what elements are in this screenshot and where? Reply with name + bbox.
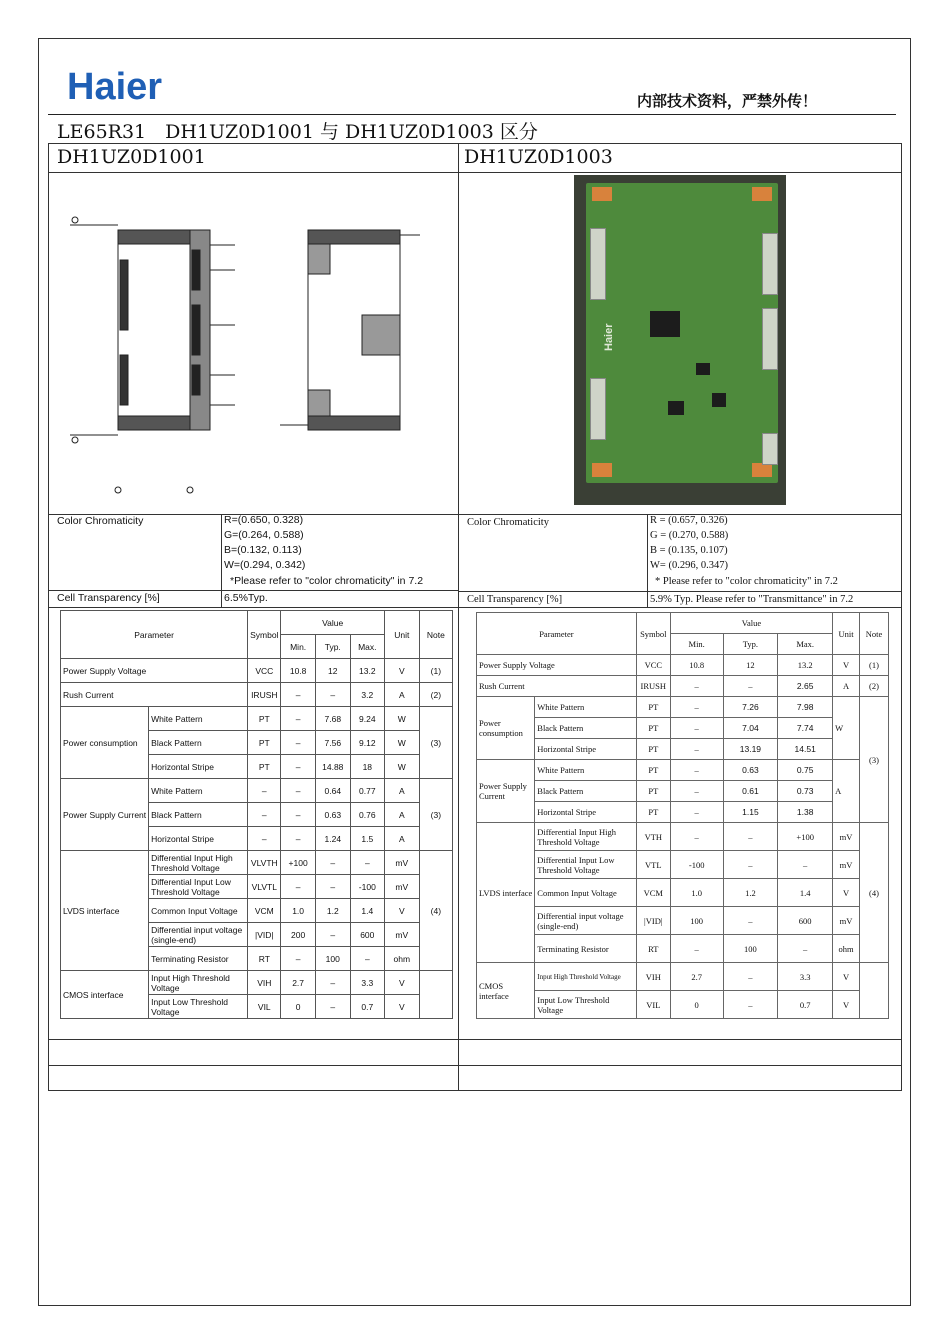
right-chroma-w: W= (0.296, 0.347) xyxy=(650,560,728,571)
cell: 1.38 xyxy=(778,802,833,823)
left-chroma-note: *Please refer to "color chromaticity" in 7.2 xyxy=(230,575,424,587)
group-label: LVDS interface xyxy=(477,823,535,963)
cell: 1.0 xyxy=(281,899,315,923)
cell: (1) xyxy=(419,659,452,683)
cell: Input High Threshold Voltage xyxy=(535,963,637,991)
cell: – xyxy=(315,971,350,995)
hdr-max: Max. xyxy=(350,635,384,659)
right-column-title: DH1UZ0D1003 xyxy=(464,146,613,168)
right-trans-value: 5.9% Typ. Please refer to "Transmittance" in 7.2 xyxy=(650,594,854,605)
cell: – xyxy=(248,827,281,851)
cell: – xyxy=(670,676,723,697)
cell: V xyxy=(384,899,419,923)
mount-pad xyxy=(592,187,612,201)
cell: 12 xyxy=(315,659,350,683)
cell: Common Input Voltage xyxy=(535,879,637,907)
cell: 600 xyxy=(350,923,384,947)
cell: Horizontal Stripe xyxy=(535,739,637,760)
pcb xyxy=(586,183,778,483)
cell: 2.7 xyxy=(281,971,315,995)
cell: Black Pattern xyxy=(535,718,637,739)
cell: Black Pattern xyxy=(149,803,248,827)
cell: PT xyxy=(248,731,281,755)
cell: Differential Input Low Threshold Voltage xyxy=(149,875,248,899)
cell: 7.26 xyxy=(723,697,778,718)
cell: – xyxy=(281,803,315,827)
cell: VLVTL xyxy=(248,875,281,899)
cell: 1.2 xyxy=(315,899,350,923)
cell: – xyxy=(670,802,723,823)
cell: VTH xyxy=(636,823,670,851)
left-trans-value: 6.5%Typ. xyxy=(224,592,268,604)
cell: 3.3 xyxy=(350,971,384,995)
left-column-title: DH1UZ0D1001 xyxy=(57,146,206,168)
cell: V xyxy=(833,963,860,991)
group-label: CMOS interface xyxy=(61,971,149,1019)
cell: – xyxy=(723,991,778,1019)
cell: V xyxy=(833,991,860,1019)
tcon-mechanical-drawing xyxy=(50,175,456,512)
cell: V xyxy=(833,879,860,907)
cell: 7.74 xyxy=(778,718,833,739)
cell: – xyxy=(670,718,723,739)
hdr-min: Min. xyxy=(670,634,723,655)
cell: 0.63 xyxy=(723,760,778,781)
hdr-note: Note xyxy=(419,611,452,659)
table-row xyxy=(477,781,889,802)
cell: mV xyxy=(384,923,419,947)
group-label: LVDS interface xyxy=(61,851,149,971)
left-chroma-g: G=(0.264, 0.588) xyxy=(224,529,304,541)
tcon-ic xyxy=(650,311,680,337)
cell: A xyxy=(384,683,419,707)
cell: 1.2 xyxy=(723,879,778,907)
cell: – xyxy=(670,739,723,760)
cell: -100 xyxy=(350,875,384,899)
cell: Black Pattern xyxy=(149,731,248,755)
cell: (3) xyxy=(860,697,889,823)
cell: PT xyxy=(636,760,670,781)
table-row xyxy=(477,697,889,718)
cell: V xyxy=(384,659,419,683)
cell: ohm xyxy=(384,947,419,971)
cell: 12 xyxy=(723,655,778,676)
grid-middle xyxy=(458,143,459,1090)
cell: (2) xyxy=(419,683,452,707)
hdr-typ: Typ. xyxy=(723,634,778,655)
cell: Differential Input Low Threshold Voltage xyxy=(535,851,637,879)
table-row xyxy=(61,659,453,683)
cell: (4) xyxy=(419,851,452,971)
left-chroma-label: Color Chromaticity xyxy=(57,515,144,527)
cell: 2.7 xyxy=(670,963,723,991)
cell: 0 xyxy=(670,991,723,1019)
left-trans-label: Cell Transparency [%] xyxy=(57,592,160,604)
table-row xyxy=(61,683,453,707)
grid-image-bottom xyxy=(48,514,902,515)
cell: – xyxy=(723,823,778,851)
cell: (3) xyxy=(419,779,452,851)
grid-spec-bottom xyxy=(48,607,902,608)
cell: Differential Input High Threshold Voltage xyxy=(149,851,248,875)
right-trans-label: Cell Transparency [%] xyxy=(467,594,563,605)
grid-row2-bottom xyxy=(48,1065,902,1066)
table-row xyxy=(477,760,889,781)
cell: 0.75 xyxy=(778,760,833,781)
cell: 200 xyxy=(281,923,315,947)
cell: 100 xyxy=(670,907,723,935)
hdr-value: Value xyxy=(670,613,832,634)
confidential-notice: 内部技术资料，严禁外传！ xyxy=(637,92,818,110)
cell: +100 xyxy=(778,823,833,851)
cell: |VID| xyxy=(636,907,670,935)
cell: 9.24 xyxy=(350,707,384,731)
right-spec-divider xyxy=(458,591,902,592)
hdr-unit: Unit xyxy=(833,613,860,655)
cell: A xyxy=(833,760,860,823)
cell: – xyxy=(281,947,315,971)
ic xyxy=(668,401,684,415)
table-row xyxy=(477,823,889,851)
cell: 1.0 xyxy=(670,879,723,907)
cell: |VID| xyxy=(248,923,281,947)
cell xyxy=(860,963,889,1019)
tcon-board-photo xyxy=(574,175,786,505)
cell: Differential Input High Threshold Voltage xyxy=(535,823,637,851)
cell: IRUSH xyxy=(248,683,281,707)
cell: – xyxy=(315,875,350,899)
cell: -100 xyxy=(670,851,723,879)
table-row xyxy=(477,991,889,1019)
left-chroma-w: W=(0.294, 0.342) xyxy=(224,559,306,571)
cell: 14.51 xyxy=(778,739,833,760)
cell: – xyxy=(281,875,315,899)
cell: VCM xyxy=(248,899,281,923)
cell: 0.61 xyxy=(723,781,778,802)
cell: – xyxy=(670,760,723,781)
cell: Differential input voltage (single-end) xyxy=(149,923,248,947)
hdr-typ: Typ. xyxy=(315,635,350,659)
table-row xyxy=(61,971,453,995)
cell: IRUSH xyxy=(636,676,670,697)
cell: (3) xyxy=(419,707,452,779)
cell: Input Low Threshold Voltage xyxy=(149,995,248,1019)
cell: Rush Current xyxy=(477,676,637,697)
cell: – xyxy=(315,923,350,947)
cell: 7.98 xyxy=(778,697,833,718)
grid-header-bottom xyxy=(48,172,902,173)
cell: PT xyxy=(636,781,670,802)
panel-connector xyxy=(762,433,778,465)
document-title: LE65R31 DH1UZ0D1001 与 DH1UZ0D1003 区分 xyxy=(57,121,538,143)
cell: 1.24 xyxy=(315,827,350,851)
cell: PT xyxy=(248,755,281,779)
cell: PT xyxy=(636,802,670,823)
cell: Horizontal Stripe xyxy=(149,755,248,779)
table-row xyxy=(477,879,889,907)
cell: PT xyxy=(248,707,281,731)
cell: 1.5 xyxy=(350,827,384,851)
cell: 1.4 xyxy=(350,899,384,923)
cell: Input High Threshold Voltage xyxy=(149,971,248,995)
hdr-min: Min. xyxy=(281,635,315,659)
right-electrical-table xyxy=(476,612,889,1019)
cell: A xyxy=(384,779,419,803)
hdr-max: Max. xyxy=(778,634,833,655)
cell: 7.68 xyxy=(315,707,350,731)
cell: – xyxy=(670,781,723,802)
cell: RT xyxy=(636,935,670,963)
cell: V xyxy=(384,995,419,1019)
cell: VCC xyxy=(248,659,281,683)
cell: Input Low Threshold Voltage xyxy=(535,991,637,1019)
right-spec-col xyxy=(647,514,648,607)
cell: White Pattern xyxy=(535,697,637,718)
haier-logo: Haier xyxy=(67,66,163,108)
left-spec-divider xyxy=(48,590,458,591)
cell: 10.8 xyxy=(670,655,723,676)
cell: 14.88 xyxy=(315,755,350,779)
cell: VIL xyxy=(248,995,281,1019)
cell: – xyxy=(281,779,315,803)
cell: – xyxy=(778,851,833,879)
cell: +100 xyxy=(281,851,315,875)
hdr-parameter: Parameter xyxy=(61,611,248,659)
cell: – xyxy=(723,963,778,991)
cell: – xyxy=(315,851,350,875)
cell: mV xyxy=(833,851,860,879)
hdr-value: Value xyxy=(281,611,384,635)
cell: – xyxy=(281,827,315,851)
hdr-note: Note xyxy=(860,613,889,655)
cell: 13.2 xyxy=(778,655,833,676)
cell: 100 xyxy=(723,935,778,963)
right-chroma-g: G = (0.270, 0.588) xyxy=(650,530,729,541)
cell: W xyxy=(833,697,860,760)
group-label: Power Supply Current xyxy=(61,779,149,851)
cell: mV xyxy=(833,823,860,851)
cell: (4) xyxy=(860,823,889,963)
cell: – xyxy=(723,676,778,697)
cell: 7.56 xyxy=(315,731,350,755)
cell: V xyxy=(384,971,419,995)
cell: 1.15 xyxy=(723,802,778,823)
table-row xyxy=(477,718,889,739)
cell: PT xyxy=(636,718,670,739)
table-row xyxy=(61,707,453,731)
cell: A xyxy=(384,827,419,851)
hdr-symbol: Symbol xyxy=(636,613,670,655)
cell: 1.4 xyxy=(778,879,833,907)
cell: mV xyxy=(833,907,860,935)
cell: PT xyxy=(636,697,670,718)
cell: A xyxy=(384,803,419,827)
cell: – xyxy=(778,935,833,963)
cell: – xyxy=(248,779,281,803)
group-label: CMOS interface xyxy=(477,963,535,1019)
cell: – xyxy=(315,995,350,1019)
cell: – xyxy=(350,947,384,971)
cell: RT xyxy=(248,947,281,971)
cell: W xyxy=(384,755,419,779)
hdr-symbol: Symbol xyxy=(248,611,281,659)
right-chroma-r: R = (0.657, 0.326) xyxy=(650,515,728,526)
cell: 13.19 xyxy=(723,739,778,760)
mount-pad xyxy=(592,463,612,477)
table-row xyxy=(477,676,889,697)
right-chroma-b: B = (0.135, 0.107) xyxy=(650,545,728,556)
cell: VTL xyxy=(636,851,670,879)
cell: mV xyxy=(384,851,419,875)
cell: PT xyxy=(636,739,670,760)
cell: – xyxy=(281,731,315,755)
cell: – xyxy=(350,851,384,875)
cell: 9.12 xyxy=(350,731,384,755)
left-chroma-r: R=(0.650, 0.328) xyxy=(224,514,304,526)
left-spec-col xyxy=(221,514,222,607)
board-brand-mark: Haier xyxy=(603,323,615,351)
cell: VLVTH xyxy=(248,851,281,875)
cell: ohm xyxy=(833,935,860,963)
cell: W xyxy=(384,707,419,731)
table-row xyxy=(477,907,889,935)
cell: 0.77 xyxy=(350,779,384,803)
cell: W xyxy=(384,731,419,755)
table-row xyxy=(477,802,889,823)
cell: 0.73 xyxy=(778,781,833,802)
right-chroma-note: * Please refer to "color chromaticity" in 7.2 xyxy=(655,576,838,587)
cell: – xyxy=(723,907,778,935)
cell: – xyxy=(670,935,723,963)
table-row xyxy=(477,851,889,879)
cell: Terminating Resistor xyxy=(535,935,637,963)
cell: 10.8 xyxy=(281,659,315,683)
cell: A xyxy=(833,676,860,697)
cell: 0.63 xyxy=(315,803,350,827)
ic xyxy=(712,393,726,407)
cell: – xyxy=(670,823,723,851)
table-row xyxy=(61,779,453,803)
table-row xyxy=(477,963,889,991)
cell: Horizontal Stripe xyxy=(535,802,637,823)
cell: V xyxy=(833,655,860,676)
cell: White Pattern xyxy=(149,779,248,803)
cell: Terminating Resistor xyxy=(149,947,248,971)
cell: Power Supply Voltage xyxy=(477,655,637,676)
cell: White Pattern xyxy=(149,707,248,731)
cell: – xyxy=(723,851,778,879)
cell: VIH xyxy=(636,963,670,991)
left-electrical-table xyxy=(60,610,453,1019)
cell: – xyxy=(281,683,315,707)
hdr-unit: Unit xyxy=(384,611,419,659)
cell: – xyxy=(281,755,315,779)
cell: Rush Current xyxy=(61,683,248,707)
table-row xyxy=(477,655,889,676)
cell: – xyxy=(315,683,350,707)
grid-top xyxy=(48,143,902,144)
cell: VCC xyxy=(636,655,670,676)
panel-connector xyxy=(762,233,778,295)
cell: 13.2 xyxy=(350,659,384,683)
group-label: Power Supply Current xyxy=(477,760,535,823)
cell: 100 xyxy=(315,947,350,971)
table-row xyxy=(61,851,453,875)
left-chroma-b: B=(0.132, 0.113) xyxy=(224,544,302,556)
cell: 18 xyxy=(350,755,384,779)
cell: 2.65 xyxy=(778,676,833,697)
table-row xyxy=(477,739,889,760)
cell: White Pattern xyxy=(535,760,637,781)
cell: 0 xyxy=(281,995,315,1019)
cell: 0.76 xyxy=(350,803,384,827)
grid-left xyxy=(48,143,49,1090)
cell: 0.64 xyxy=(315,779,350,803)
grid-bottom xyxy=(48,1090,902,1091)
mount-pad xyxy=(752,463,772,477)
cell: Black Pattern xyxy=(535,781,637,802)
cell: – xyxy=(248,803,281,827)
cell: Horizontal Stripe xyxy=(149,827,248,851)
cell: Common Input Voltage xyxy=(149,899,248,923)
cell: (2) xyxy=(860,676,889,697)
cell: 0.7 xyxy=(350,995,384,1019)
grid-right xyxy=(901,143,902,1090)
grid-table-bottom xyxy=(48,1039,902,1040)
hdr-parameter: Parameter xyxy=(477,613,637,655)
cell: 0.7 xyxy=(778,991,833,1019)
cell: – xyxy=(670,697,723,718)
cell: 600 xyxy=(778,907,833,935)
cell: (1) xyxy=(860,655,889,676)
cell: VIL xyxy=(636,991,670,1019)
ic xyxy=(696,363,710,375)
cell: VIH xyxy=(248,971,281,995)
cell: 7.04 xyxy=(723,718,778,739)
table-row xyxy=(477,935,889,963)
lvds-connector xyxy=(590,228,606,300)
cell: Power Supply Voltage xyxy=(61,659,248,683)
group-label: Power consumption xyxy=(61,707,149,779)
group-label: Power consumption xyxy=(477,697,535,760)
cell: 3.2 xyxy=(350,683,384,707)
cell: VCM xyxy=(636,879,670,907)
cell: Differential input voltage (single-end) xyxy=(535,907,637,935)
cell: mV xyxy=(384,875,419,899)
right-chroma-label: Color Chromaticity xyxy=(467,517,549,528)
lvds-connector xyxy=(590,378,606,440)
cell: – xyxy=(281,707,315,731)
header-rule xyxy=(48,114,896,115)
cell: 3.3 xyxy=(778,963,833,991)
panel-connector xyxy=(762,308,778,370)
mount-pad xyxy=(752,187,772,201)
cell xyxy=(419,971,452,1019)
